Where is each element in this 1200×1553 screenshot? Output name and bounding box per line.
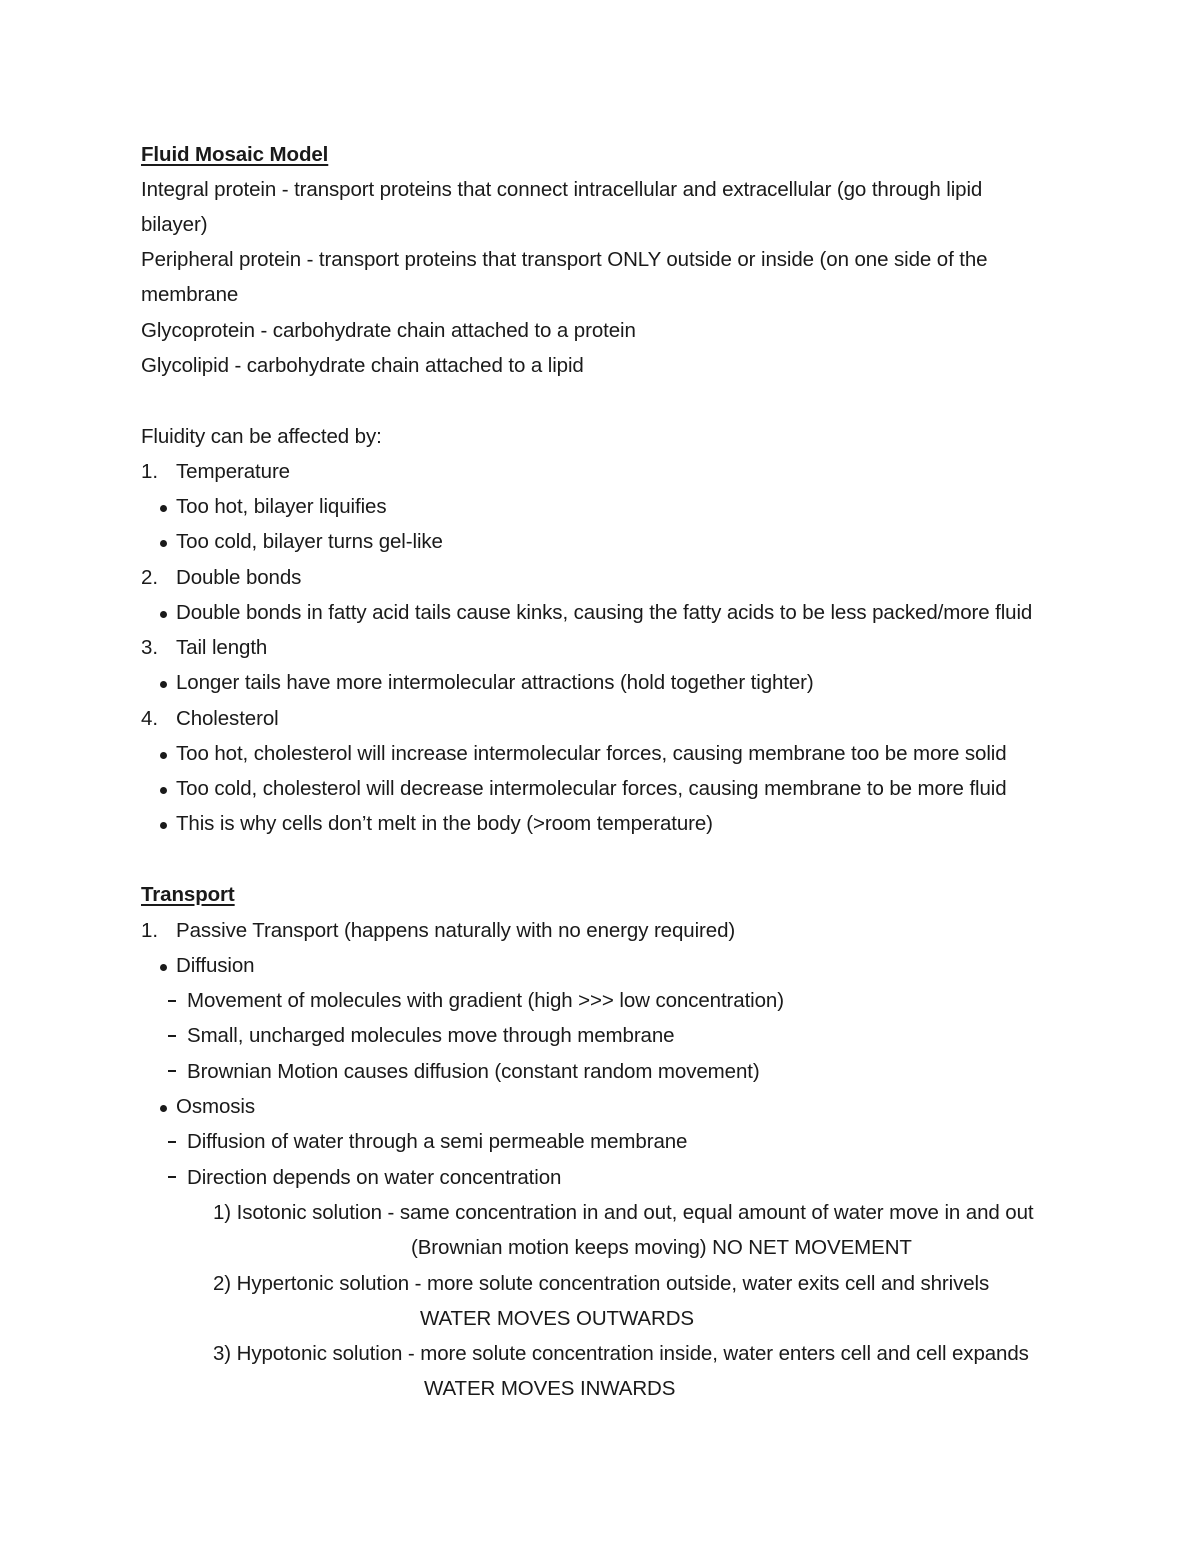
dash-icon [168, 1141, 176, 1143]
dash-icon [168, 1035, 176, 1037]
dash-icon [168, 1000, 176, 1002]
osmosis-label: Osmosis [176, 1095, 256, 1118]
list-item: Direction depends on water concentration [187, 1166, 562, 1189]
section-heading-transport: Transport [141, 883, 235, 906]
list-item: Too cold, cholesterol will decrease intermolecular forces, causing membrane to be more fluid [176, 777, 1007, 800]
list-item: Double bonds in fatty acid tails cause kinks, causing the fatty acids to be less packed/more fluid [176, 601, 1033, 624]
isotonic-note: (Brownian motion keeps moving) NO NET MOVEMENT [411, 1236, 912, 1259]
hypotonic-note: WATER MOVES INWARDS [424, 1377, 676, 1400]
list-item: Too hot, cholesterol will increase intermolecular forces, causing membrane too be more solid [176, 742, 1007, 765]
list-item: Too hot, bilayer liquifies [176, 495, 387, 518]
list-item: This is why cells don’t melt in the body (>room temperature) [176, 812, 713, 835]
definition-peripheral-protein-continued: membrane [141, 283, 239, 306]
fluidity-intro: Fluidity can be affected by: [141, 425, 382, 448]
factor-double-bonds: Double bonds [176, 566, 302, 589]
list-item: Brownian Motion causes diffusion (constant random movement) [187, 1060, 760, 1083]
list-item: Movement of molecules with gradient (high >>> low concentration) [187, 989, 784, 1012]
section-heading-fluid-mosaic-model: Fluid Mosaic Model [141, 143, 329, 166]
dash-icon [168, 1070, 176, 1072]
isotonic-solution: 1) Isotonic solution - same concentration in and out, equal amount of water move in and out [213, 1201, 1034, 1224]
list-number: 3. [141, 636, 159, 659]
bullet-icon [160, 681, 167, 688]
bullet-icon [160, 540, 167, 547]
diffusion-label: Diffusion [176, 954, 255, 977]
definition-integral-protein: Integral protein - transport proteins that connect intracellular and extracellular (go through lipid [141, 178, 983, 201]
definition-glycoprotein: Glycoprotein - carbohydrate chain attached to a protein [141, 319, 636, 342]
bullet-icon [160, 964, 167, 971]
factor-tail-length: Tail length [176, 636, 268, 659]
factor-cholesterol: Cholesterol [176, 707, 279, 730]
list-number: 1. [141, 919, 159, 942]
hypotonic-solution: 3) Hypotonic solution - more solute concentration inside, water enters cell and cell expands [213, 1342, 1029, 1365]
definition-glycolipid: Glycolipid - carbohydrate chain attached to a lipid [141, 354, 584, 377]
list-number: 2. [141, 566, 159, 589]
list-item: Longer tails have more intermolecular attractions (hold together tighter) [176, 671, 814, 694]
definition-integral-protein-continued: bilayer) [141, 213, 208, 236]
definition-peripheral-protein: Peripheral protein - transport proteins that transport ONLY outside or inside (on one side of the [141, 248, 988, 271]
hypertonic-solution: 2) Hypertonic solution - more solute concentration outside, water exits cell and shrivels [213, 1272, 990, 1295]
list-item: Too cold, bilayer turns gel-like [176, 530, 443, 553]
list-number: 4. [141, 707, 159, 730]
bullet-icon [160, 611, 167, 618]
bullet-icon [160, 787, 167, 794]
list-item: Small, uncharged molecules move through membrane [187, 1024, 675, 1047]
bullet-icon [160, 822, 167, 829]
bullet-icon [160, 1105, 167, 1112]
passive-transport-item: Passive Transport (happens naturally with no energy required) [176, 919, 736, 942]
bullet-icon [160, 505, 167, 512]
dash-icon [168, 1176, 176, 1178]
factor-temperature: Temperature [176, 460, 290, 483]
bullet-icon [160, 752, 167, 759]
hypertonic-note: WATER MOVES OUTWARDS [420, 1307, 694, 1330]
list-number: 1. [141, 460, 159, 483]
list-item: Diffusion of water through a semi permeable membrane [187, 1130, 688, 1153]
